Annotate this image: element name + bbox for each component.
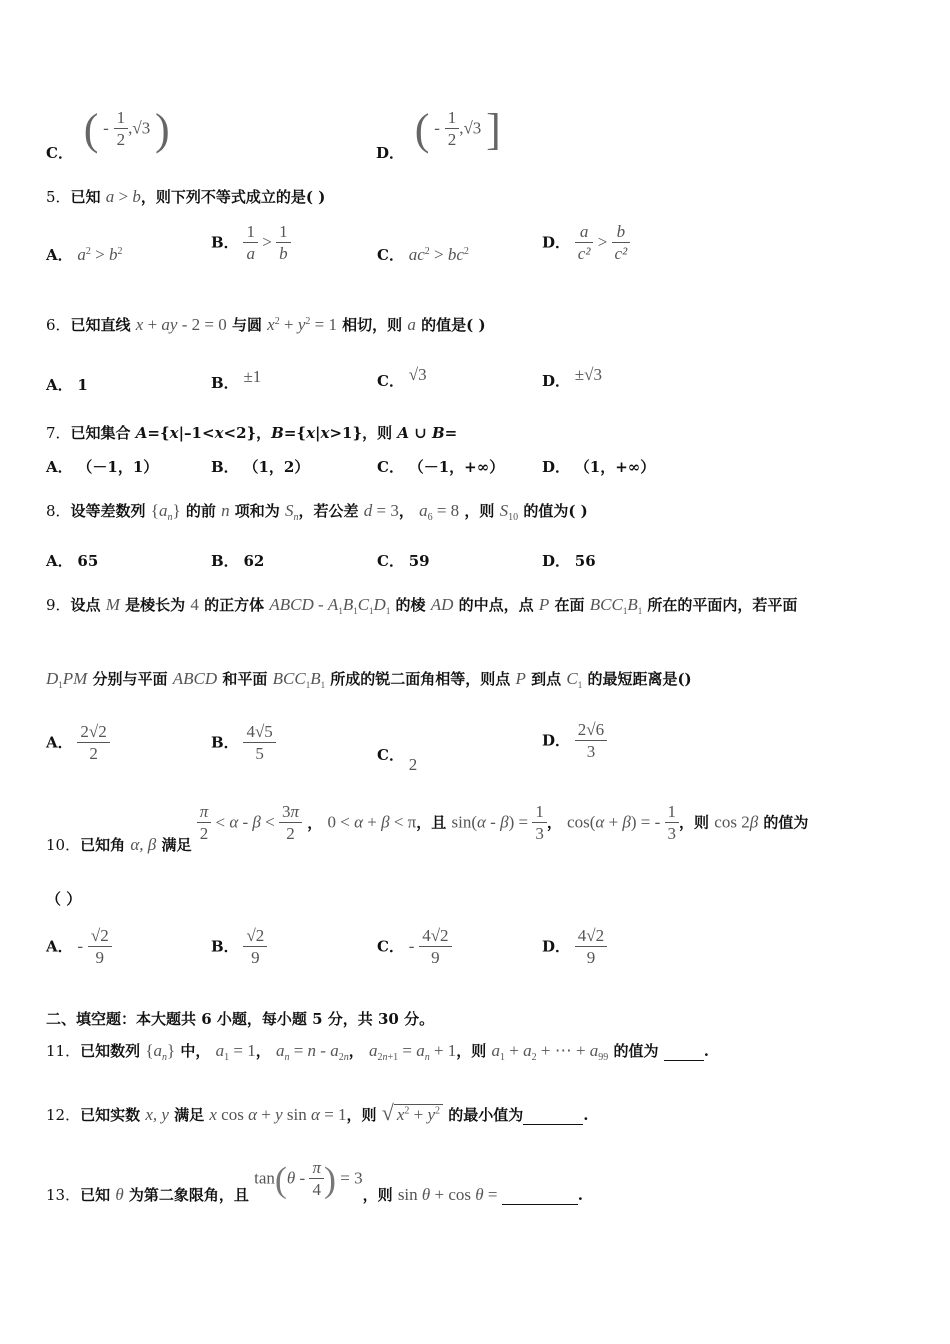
q9-option-a: A． $\frac{2√2}{2}$ [46, 722, 110, 765]
q6-option-a: A． 1 [46, 376, 88, 394]
q8-option-d: D． 56 [542, 552, 596, 570]
q8-option-b: B． 62 [211, 552, 265, 570]
q7-option-b: B． （1，2） [211, 458, 310, 476]
q8-option-a: A． 65 [46, 552, 99, 570]
q5-stem: 5．已知 a > b，则下列不等式成立的是( ) [46, 187, 326, 206]
q7-option-a: A． （－1，1） [46, 458, 159, 476]
q6-stem: 6．已知直线 x + ay - 2 = 0 与圆 $x^2 + y^2 = 1$ 相切，则 a 的值是( ) [46, 315, 486, 334]
q10-stem-line1: 10．已知角 α, β 满足 $\frac{\pi}{2}$ < α - β < $\frac{3\pi}{2}$ ， 0 < α + β < π，且 sin(α - β) = $\frac{1}{3}$ ， cos(α + β) = - $\frac{1}{3}$ ，则 cos 2β 的值为 [46, 802, 809, 854]
q10-stem-line2: （ ） [46, 890, 82, 908]
q7-option-c: C． （－1，+∞） [377, 458, 505, 476]
q10-option-d: D． $\frac{4√2}{9}$ [542, 926, 607, 969]
q5-option-a: A． $a^2 > b^2$ [46, 245, 123, 264]
q10-option-c: C． - $\frac{4√2}{9}$ [377, 926, 452, 969]
q11-stem: 11．已知数列 $\{a_n\}$ 中， $a_1 = 1$， $a_n = n - a_{2n}$， $a_{2n+1} = a_n + 1$，则 $a_1 + a_2$ + ⋯ + $a_{99}$ 的值为 . [46, 1041, 709, 1063]
q9-stem-line1: 9．设点 M 是棱长为 4 的正方体 ABCD - $A_1B_1C_1D_1$ 的棱 AD 的中点，点 P 在面 $BCC_1B_1$ 所在的平面内，若平面 [46, 595, 798, 616]
q10-option-b: B． $\frac{√2}{9}$ [211, 926, 267, 969]
q9-stem-line2: $D_1PM$ 分别与平面 ABCD 和平面 $BCC_1B_1$ 所成的锐二面角相等，则点 P 到点 $C_1$ 的最短距离是() [46, 669, 692, 690]
q8-stem: 8．设等差数列 $\{a_n\}$ 的前 n 项和为 $S_n$，若公差 d = 3， $a_6 = 8$ ，则 $S_{10}$ 的值为( ) [46, 501, 588, 523]
q5-option-b: B． $\frac{1}{a}$ > $\frac{1}{b}$ [211, 222, 291, 265]
q9-option-b: B． $\frac{4√5}{5}$ [211, 722, 276, 765]
q13-stem: 13．已知 θ 为第二象限角，且 tan(θ - $\frac{\pi}{4}$ ) = 3，则 sin θ + cos θ = . [46, 1158, 583, 1204]
q9-option-d: D． $\frac{2√6}{3}$ [542, 720, 607, 763]
q6-option-d: D． ±√3 [542, 365, 602, 390]
q5-option-d: D． $\frac{a}{\text{c²}}$ > $\frac{b}{\text{c²}}$ [542, 222, 630, 265]
q6-option-b: B． ±1 [211, 367, 262, 392]
q5-option-c: C． $ac^2 > bc^2$ [377, 245, 469, 264]
q10-option-a: A． - $\frac{√2}{9}$ [46, 926, 112, 969]
section-heading: 二、填空题：本大题共 6 小题，每小题 5 分，共 30 分。 [46, 1010, 435, 1028]
q4-option-c-math: ( - $\frac{1}{2}$ ,√3 ) [83, 105, 170, 154]
q4-option-c: C． ( - $\frac{1}{2}$ ,√3 ) [46, 105, 170, 162]
q8-option-c: C． 59 [377, 552, 430, 570]
q12-stem: 12．已知实数 x, y 满足 x cos α + y sin α = 1，则 √ $x^2 + y^2$ 的最小值为 . [46, 1100, 589, 1125]
q4-option-d: D． ( - $\frac{1}{2}$ ,√3 ] [376, 105, 501, 162]
q6-option-c: C． √3 [377, 365, 427, 390]
q7-option-d: D． （1，+∞） [542, 458, 656, 476]
q4-option-d-math: ( - $\frac{1}{2}$ ,√3 ] [414, 105, 501, 154]
q7-stem: 7．已知集合 A={x|–1<x<2}，B={x|x>1}，则 A ∪ B= [46, 424, 458, 442]
q9-option-c: C． 2 [377, 746, 418, 774]
